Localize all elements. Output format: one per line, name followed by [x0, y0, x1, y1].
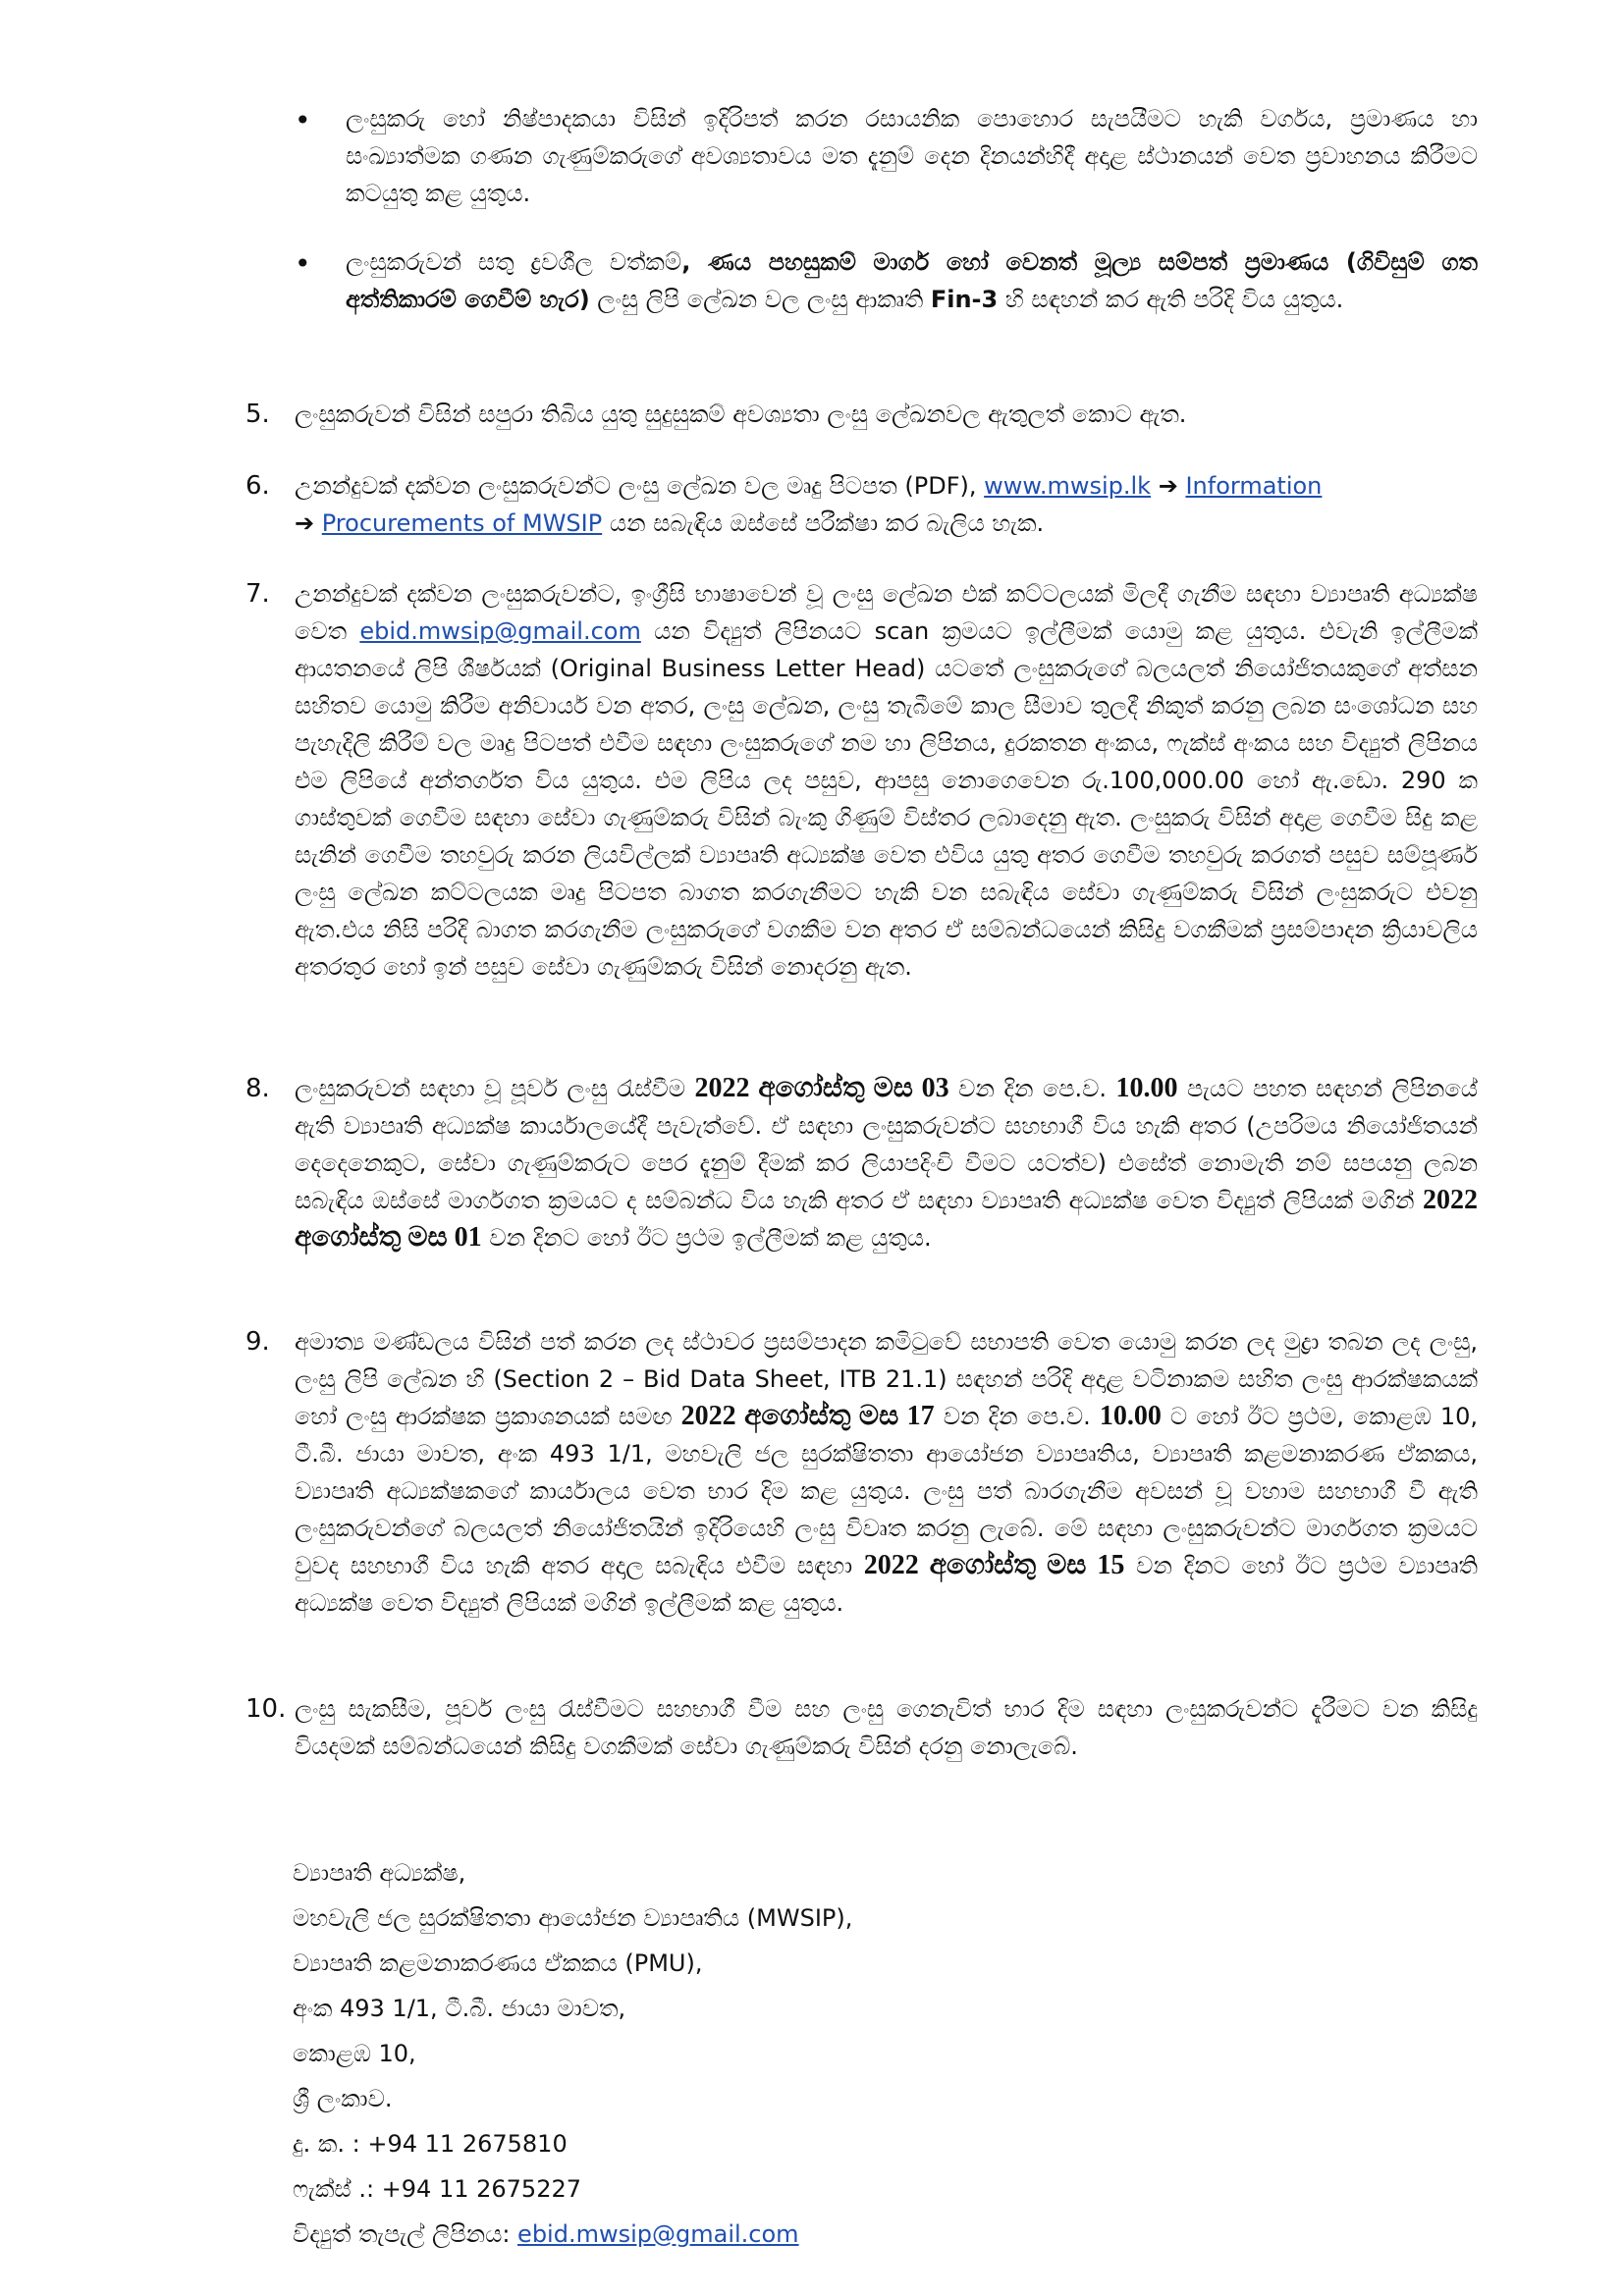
bullet-text-1: ලංසුකරු හෝ නිෂ්පාදකයා විසින් ඉදිරිපත් කරන රසායනික පොහොර සැපයීමට හැකි වර්ගය, ප්‍රමාණය හා සංඛ්‍යාත්මක ගණන ගැණුම්කරුගේ අවශ්‍යතාවය මත දැනුම් දෙන දිනයන්හිදී අදාළ ස්ථානයන් වෙත ප්‍රවාහනය කිරීමට කටයුතු කළ යුතුය. [346, 105, 1478, 207]
information-link[interactable]: Information [1185, 472, 1323, 500]
item-text [295, 575, 1478, 986]
signature-fax [293, 2171, 852, 2216]
item-text-part: ට හෝ ඊට ප්‍රථම, කොළඹ 10, ටී.බී. ජායා මාවත, අංක 493 1/1, මහවැලි ජල සුරක්ෂිතතා ආයෝජන ව්‍යාපෘතිය, ව්‍යාපෘති කළමනාකරණ ඒකකය, ව්‍යාපෘති අධ්‍යක්ෂකගේ කාර්යාලය වෙත භාර දිම කළ යුතුය. ලංසු පත් බාරගැනීම අවසන් වූ වහාම සහභාගී වී ඇති ලංසුකරුවන්ගේ බලයලත් නියෝජිතයින් ඉදිරියෙහි ලංසු විවෘත කරනු ලැබේ. මේ සඳහා ලංසුකරුවන්ට මාර්ගගත ක්‍රමයට වුවද සහභාගී විය හැකි අතර අදාල සබැඳිය එවීම සඳහා [295, 1403, 1478, 1579]
list-item-6 [245, 467, 1478, 542]
email-link[interactable]: ebid.mwsip@gmail.com [359, 617, 641, 645]
item-text-part: යන සබැඳිය ඔස්සේ පරීක්ෂා කර බැලිය හැක. [602, 509, 1045, 537]
bullet-text-part: හි සඳහන් කර ඇති පරිදි විය යුතුය. [998, 286, 1344, 313]
time-text: 10.00 [1115, 1073, 1178, 1103]
bullet-text-2 [346, 243, 1478, 318]
item-text [295, 1323, 1478, 1622]
item-number: 8. [245, 1074, 270, 1103]
item-text-part: වන දිනට හෝ ඊට ප්‍රථම ව්‍යාපෘති අධ්‍යක්ෂ වෙත විද්‍යුත් ලිපියක් මගින් ඉල්ලීමක් කළ යුතුය. [295, 1552, 1478, 1617]
arrow-icon: ➔ [295, 509, 322, 537]
telephone-label: දු. ක. : [293, 2130, 368, 2158]
item-text [295, 1070, 1478, 1256]
item-text [295, 467, 1478, 542]
item-text-part: පැයට පහත සඳහන් ලිපිනයේ ඇති ව්‍යාපෘති අධ්‍යක්ෂ කාර්යාලයේදී පැවැත්වේ. ඒ සඳහා ලංසුකරුවන්ට සහභාගී විය හැකි අතර (උපරිමය නියෝජිතයන් දෙදෙනෙකුට, සේවා ගැණුම්කරුට පෙර දැනුම් දීමක් කර ලියාපදිංචි වීමට යටත්ව) එසේත් නොමැති නම් සපයනු ලබන සබැඳිය ඔස්සේ මාර්ගගත ක්‍රමයට ද සම්බන්ධ විය හැකි අතර ඒ සඳහා ව්‍යාපෘති අධ්‍යක්ෂ වෙත විද්‍යුත් ලිපියක් මගින් [295, 1075, 1478, 1214]
item-text-part: වන දින පෙ.ව. [948, 1075, 1116, 1102]
signature-project: මහවැලි ජල සුරක්ෂිතතා ආයෝජන ව්‍යාපෘතිය (MWSIP), [293, 1904, 853, 1932]
telephone-number: +94 11 2675810 [367, 2130, 568, 2158]
bullet-dot: • [295, 247, 311, 280]
item-number: 5. [245, 400, 270, 429]
item-number: 9. [245, 1327, 270, 1357]
email-label: විද්‍යුත් තැපැල් ලිපිනය: [293, 2220, 518, 2248]
item-text: ලංසු සැකසීම, පූර්ව ලංසු රැස්වීමට සහභාගී වීම සහ ලංසු ගෙනැවිත් භාර දිම සඳහා ලංසුකරුවන්ට දැරීමට වන කිසිදු වියදමක් සම්බන්ධයෙන් කිසිදු වගකීමක් සේවා ගැණුම්කරු විසින් දරනු නොලැබේ. [295, 1695, 1478, 1760]
bullet-text-part: ලංසුකරුවන් සතු ද්‍රවශීල වත්කම් [346, 248, 682, 276]
item-text-part: වන දින පෙ.ව. [934, 1403, 1100, 1430]
time-text: 10.00 [1099, 1401, 1162, 1431]
bullet-text-part: ලංසු ලිපි ලේඛන වල ලංසු ආකෘති [589, 286, 931, 313]
bullet-item-1 [295, 100, 1478, 212]
signature-block [293, 1855, 852, 2262]
item-number: 10. [245, 1694, 287, 1724]
bullet-text-part: , ණය පහසුකම් මාර්ග හෝ වෙනත් මූල්‍ය සම්පත් ප්‍රමාණය [681, 248, 1346, 276]
list-item-7 [245, 575, 1478, 986]
item-number: 7. [245, 579, 270, 609]
website-link[interactable]: www.mwsip.lk [984, 472, 1152, 500]
fin3-label: Fin-3 [930, 286, 999, 313]
item-text-part: උනන්දුවක් දක්වන ලංසුකරුවන්ට ලංසු ලේඛන වල මෘදු පිටපත (PDF), [295, 472, 985, 500]
signature-title: ව්‍යාපෘති අධ්‍යක්ෂ, [293, 1859, 466, 1887]
procurements-link[interactable]: Procurements of MWSIP [321, 509, 603, 537]
item-text-part: ලංසුකරුවන් සඳහා වූ පූර්ව ලංසු රැස්වීම [295, 1075, 695, 1102]
signature-email-link[interactable]: ebid.mwsip@gmail.com [517, 2220, 799, 2248]
list-item-5 [245, 396, 1478, 433]
signature-address: අංක 493 1/1, ටී.බී. ජායා මාවත, [293, 1995, 626, 2022]
signature-unit: ව්‍යාපෘති කළමනාකරණය ඒකකය (PMU), [293, 1949, 703, 1977]
signature-city: කොළඹ 10, [293, 2040, 416, 2067]
fax-label: ෆැක්ස් .: [293, 2175, 382, 2203]
item-text: ලංසුකරුවන් විසින් සපුරා තිබිය යුතු සුදුසුකම් අවශ්‍යතා ලංසු ලේඛනවල ඇතුලත් කොට ඇත. [295, 400, 1187, 428]
fax-number: +94 11 2675227 [381, 2175, 582, 2203]
item-text-part: උනන්දුවක් දක්වන ලංසුකරුවන්ට, ඉංග්‍රීසි භාෂාවෙන් වූ ලංසු ලේඛන එක් කට්ටලයක් මිලදී ගැනීම සඳහා ව්‍යාපෘති අධ්‍යක්ෂ වෙත [295, 580, 1478, 645]
bullet-item-2 [295, 243, 1478, 318]
item-text-part: අමාත්‍ය මණ්ඩලය විසින් පත් කරන ලද ස්ථාවර ප්‍රසම්පාදන කමිටුවේ සභාපති වෙත යොමු කරන ලද මුද්‍රා තබන ලද ලංසු, ලංසු ලිපි ලේඛන හි (Section 2 – Bid Data Sheet, ITB 21.1) සඳහන් පරිදි අදාළ වටිනාකම සහිත ලංසු ආරක්ෂකයක් හෝ ලංසු ආරක්ෂක ප්‍රකාශනයක් සමඟ [295, 1328, 1478, 1430]
date-text: 2022 අගෝස්තු මස 03 [694, 1073, 949, 1103]
list-item-8 [245, 1070, 1478, 1256]
signature-email [293, 2216, 852, 2262]
list-item-10 [245, 1690, 1478, 1765]
arrow-icon: ➔ [1151, 472, 1186, 500]
date-text: 2022 අගෝස්තු මස 01 [295, 1185, 1478, 1253]
bullet-text-part: (ගිවිසුම් ගත අත්තිකාරම් ගෙවීම් හැර) [346, 248, 1478, 313]
signature-country: ශ්‍රී ලංකාව. [293, 2085, 393, 2112]
item-number: 6. [245, 471, 270, 501]
bullet-dot: • [295, 104, 311, 136]
item-text-part: වන දිනට හෝ ඊට ප්‍රථම ඉල්ලීමක් කළ යුතුය. [481, 1224, 932, 1252]
signature-telephone [293, 2126, 852, 2171]
date-text: 2022 අගෝස්තු මස 15 [863, 1550, 1125, 1580]
item-text-part: යන විද්‍යුත් ලිපිනයට scan ක්‍රමයට ඉල්ලීමක් යොමු කළ යුතුය. එවැනි ඉල්ලීමක් ආයතනයේ ලිපි ශීර්ෂයක් (Original Business Letter Head) යටතේ ලංසුකරුගේ බලයලත් නියෝජිතයකුගේ අත්සන සහිතව යොමු කිරීම අනිවාර්ය වන අතර, ලංසු ලේඛන, ලංසු තැබීමේ කාල සීමාව තුලදී නිකුත් කරනු ලබන සංශෝධන සහ පැහැදිලි කිරීම් වල මෘදු පිටපත් එවීම සඳහා ලංසුකරුගේ නම හා ලිපිනය, දුරකතන අංකය, ෆැක්ස් අංකය සහ විද්‍යුත් ලිපිනය එම ලිපියේ අන්තර්ගත විය යුතුය. එම ලිපිය ලද පසුව, ආපසු නොගෙවෙන රු.100,000.00 හෝ ඇ.ඩො. 290 ක ගාස්තුවක් ගෙවීම සඳහා සේවා ගැණුම්කරු විසින් බැංකු ගිණුම් විස්තර ලබාදෙනු ඇත. ලංසුකරු විසින් අදාළ ගෙවීම සිදු කළ සැනින් ගෙවීම තහවුරු කරන ලියවිල්ලක් ව්‍යාපෘති අධ්‍යක්ෂ වෙත එවිය යුතු අතර ගෙවීම තහවුරු කරගත් පසුව සම්පූර්ණ ලංසු ලේඛන කට්ටලයක මෘදු පිටපත බාගත කරගැනීමට හැකි වන සබැඳිය සේවා ගැණුම්කරු විසින් ලංසුකරුට එවනු ඇත.එය නිසි පරිදි බාගත කරගැනීම ලංසුකරුගේ වගකීම වන අතර ඒ සම්බන්ධයෙන් කිසිදු වගකීමක් ප්‍රසම්පාදන ක්‍රියාවලිය අතරතුර හෝ ඉන් පසුව සේවා ගැණුම්කරු විසින් නොදරනු ඇත. [295, 617, 1478, 981]
date-text: 2022 අගෝස්තු මස 17 [680, 1401, 935, 1431]
list-item-9 [245, 1323, 1478, 1622]
